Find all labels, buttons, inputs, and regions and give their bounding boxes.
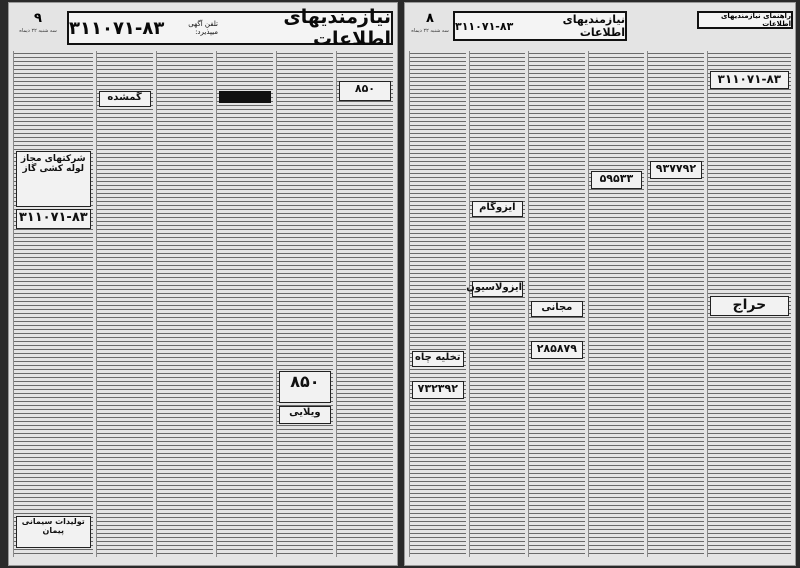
ad-column: [647, 51, 704, 557]
ad-column: [466, 51, 526, 557]
ad-column: [276, 51, 333, 557]
guide-header: راهنمای نیازمندیهای اطلاعات: [697, 11, 793, 29]
header-phone: ۳۱۱۰۷۱-۸۳: [455, 19, 514, 33]
header-title: نیازمندیهای اطلاعات: [283, 6, 391, 50]
ad-columns: [13, 51, 393, 557]
ad-box: ۹۳۷۷۹۲: [650, 161, 702, 179]
ad-box: تخلیه چاه: [412, 351, 464, 367]
ad-box: ایزوگام: [472, 201, 524, 217]
page-header: [67, 6, 393, 50]
left-newspaper-page: [8, 2, 398, 566]
ad-column: [216, 51, 273, 557]
ad-box: ۳۱۱۰۷۱-۸۳: [16, 209, 91, 229]
ad-block: [219, 91, 271, 103]
page-date: سه شنبه ۲۲ دیماه: [411, 28, 449, 34]
ad-box: ۸۵۰: [279, 371, 331, 403]
right-newspaper-page: [404, 2, 796, 566]
ad-box: ۳۱۱۰۷۱-۸۳: [710, 71, 789, 89]
header-title: نیازمندیهای اطلاعات: [562, 13, 625, 39]
ad-box: گمشده: [99, 91, 151, 107]
ad-box: تولیدات سیمانی پیمان: [16, 516, 91, 548]
ad-box: ۸۵۰: [339, 81, 391, 101]
ad-box: ۲۸۵۸۷۹: [531, 341, 583, 359]
page-number: ۸: [426, 11, 434, 26]
ad-column: [528, 51, 585, 557]
ad-column: [707, 51, 791, 557]
ad-box: ۵۹۵۳۳: [591, 171, 643, 189]
ad-columns: [409, 51, 791, 557]
ad-column: [588, 51, 645, 557]
page-header: [453, 11, 627, 41]
ad-column: [96, 51, 153, 557]
ad-box: ایزولاسیون: [472, 281, 524, 297]
ad-box: شرکتهای مجاز لوله کشی گاز: [16, 151, 91, 207]
page-number: ۹: [34, 11, 42, 26]
page-date: سه شنبه ۲۲ دیماه: [19, 28, 57, 34]
ad-box: ویلایی: [279, 406, 331, 424]
ad-column: [409, 51, 466, 557]
ad-column: [156, 51, 213, 557]
ad-column: [13, 51, 93, 557]
ad-box: مجانی: [531, 301, 583, 317]
ad-box: ۷۳۲۳۹۲: [412, 381, 464, 399]
header-subtitle: تلفن آگهی میپذیرد:: [188, 20, 218, 36]
ad-box: حراج: [710, 296, 789, 316]
ad-column: [336, 51, 393, 557]
header-phone: ۳۱۱۰۷۱-۸۳: [69, 17, 165, 39]
